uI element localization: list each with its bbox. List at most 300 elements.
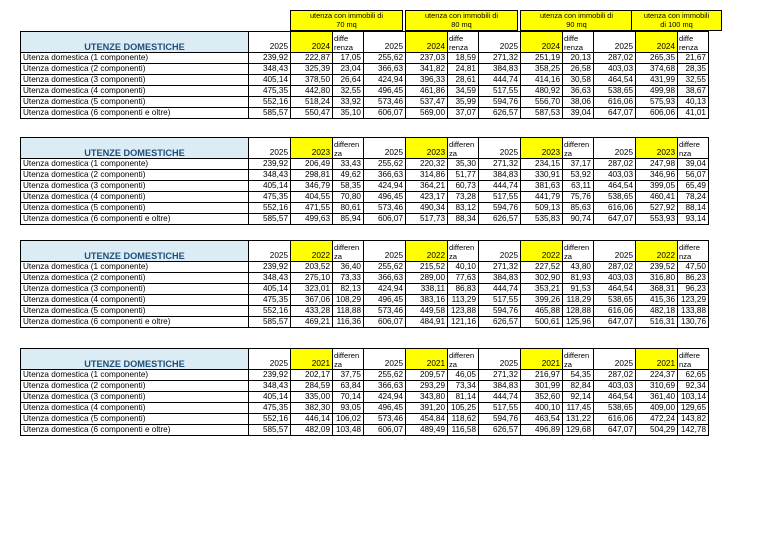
row-label: Utenza domestica (5 componenti)	[21, 414, 249, 425]
value-2025: 585,57	[249, 425, 291, 436]
table-row	[21, 170, 709, 181]
year-previous-header: 2023	[521, 138, 563, 159]
value-difference: 63,84	[333, 381, 364, 392]
value-2025: 594,76	[479, 306, 521, 317]
value-2025: 424,94	[364, 392, 406, 403]
row-label: Utenza domestica (4 componenti)	[21, 295, 249, 306]
header-row	[21, 32, 709, 53]
value-difference: 18,59	[448, 53, 479, 64]
value-2025: 517,55	[479, 295, 521, 306]
value-previous: 247,98	[636, 159, 678, 170]
value-difference: 21,67	[678, 53, 709, 64]
text-line: 80 mq	[451, 20, 472, 29]
value-previous: 463,54	[521, 414, 563, 425]
value-difference: 103,48	[333, 425, 364, 436]
row-label: Utenza domestica (6 componenti e oltre)	[21, 108, 249, 119]
value-2025: 573,46	[364, 203, 406, 214]
difference-header	[563, 349, 594, 370]
value-previous: 216,97	[521, 370, 563, 381]
value-2025: 496,45	[364, 86, 406, 97]
row-label: Utenza domestica (6 componenti e oltre)	[21, 425, 249, 436]
value-previous: 399,26	[521, 295, 563, 306]
year-previous-header: 2024	[406, 32, 448, 53]
value-previous: 352,60	[521, 392, 563, 403]
value-previous: 482,18	[636, 306, 678, 317]
table-row	[21, 75, 709, 86]
text-line: renza	[679, 43, 698, 52]
year-previous-header: 2022	[521, 241, 563, 262]
value-difference: 123,29	[678, 295, 709, 306]
header-row	[21, 349, 709, 370]
value-difference: 70,80	[333, 192, 364, 203]
value-previous: 206,49	[291, 159, 333, 170]
value-previous: 378,50	[291, 75, 333, 86]
value-previous: 414,16	[521, 75, 563, 86]
value-difference: 130,76	[678, 317, 709, 328]
value-2025: 464,54	[594, 75, 636, 86]
value-2025: 573,46	[364, 97, 406, 108]
value-2025: 384,83	[479, 273, 521, 284]
header-row	[21, 138, 709, 159]
text-line: nza	[679, 149, 692, 158]
value-previous: 325,39	[291, 64, 333, 75]
value-2025: 255,62	[364, 370, 406, 381]
difference-header	[333, 349, 364, 370]
text-line: za	[334, 360, 343, 369]
value-difference: 96,23	[678, 284, 709, 295]
difference-header	[678, 32, 709, 53]
value-previous: 550,47	[291, 108, 333, 119]
value-previous: 484,91	[406, 317, 448, 328]
value-previous: 338,11	[406, 284, 448, 295]
value-2025: 239,92	[249, 53, 291, 64]
value-difference: 32,55	[678, 75, 709, 86]
row-label: Utenza domestica (2 componenti)	[21, 273, 249, 284]
year-previous-header: 2024	[636, 32, 678, 53]
year-previous-header: 2024	[521, 32, 563, 53]
value-2025: 475,35	[249, 86, 291, 97]
value-previous: 361,40	[636, 392, 678, 403]
table-title: UTENZE DOMESTICHE	[21, 138, 249, 159]
text-line: za	[449, 149, 458, 158]
value-2025: 255,62	[364, 262, 406, 273]
year-current-header: 2025	[364, 138, 406, 159]
value-difference: 93,14	[678, 214, 709, 225]
value-2025: 255,62	[364, 159, 406, 170]
value-difference: 85,63	[563, 203, 594, 214]
value-2025: 585,57	[249, 108, 291, 119]
year-previous-header: 2024	[291, 32, 333, 53]
value-difference: 129,68	[563, 425, 594, 436]
value-difference: 23,04	[333, 64, 364, 75]
group-header-3	[520, 10, 633, 31]
value-previous: 314,86	[406, 170, 448, 181]
value-difference: 43,80	[563, 262, 594, 273]
value-previous: 391,20	[406, 403, 448, 414]
value-previous: 323,01	[291, 284, 333, 295]
year-current-header: 2025	[594, 349, 636, 370]
value-previous: 472,24	[636, 414, 678, 425]
value-previous: 346,96	[636, 170, 678, 181]
value-previous: 489,49	[406, 425, 448, 436]
value-difference: 26,58	[563, 64, 594, 75]
value-2025: 606,07	[364, 317, 406, 328]
value-difference: 77,63	[448, 273, 479, 284]
value-previous: 399,05	[636, 181, 678, 192]
value-2025: 496,45	[364, 295, 406, 306]
value-previous: 237,03	[406, 53, 448, 64]
difference-header	[678, 349, 709, 370]
value-previous: 353,21	[521, 284, 563, 295]
value-difference: 37,75	[333, 370, 364, 381]
value-2025: 271,32	[479, 53, 521, 64]
row-label: Utenza domestica (6 componenti e oltre)	[21, 317, 249, 328]
text-line: diffe	[564, 34, 579, 43]
row-label: Utenza domestica (5 componenti)	[21, 203, 249, 214]
value-2025: 405,14	[249, 284, 291, 295]
value-2025: 384,83	[479, 170, 521, 181]
value-previous: 433,28	[291, 306, 333, 317]
value-2025: 444,74	[479, 392, 521, 403]
value-previous: 330,91	[521, 170, 563, 181]
value-previous: 215,52	[406, 262, 448, 273]
year-current-header: 2025	[594, 138, 636, 159]
value-2025: 403,03	[594, 170, 636, 181]
value-previous: 471,55	[291, 203, 333, 214]
value-previous: 496,89	[521, 425, 563, 436]
value-previous: 234,15	[521, 159, 563, 170]
value-previous: 275,10	[291, 273, 333, 284]
value-difference: 20,13	[563, 53, 594, 64]
value-2025: 517,55	[479, 86, 521, 97]
value-previous: 310,69	[636, 381, 678, 392]
value-2025: 271,32	[479, 262, 521, 273]
year-current-header: 2025	[594, 32, 636, 53]
value-difference: 40,13	[678, 97, 709, 108]
value-difference: 47,50	[678, 262, 709, 273]
row-label: Utenza domestica (3 componenti)	[21, 181, 249, 192]
value-difference: 40,10	[448, 262, 479, 273]
table-row	[21, 284, 709, 295]
header-row	[21, 241, 709, 262]
value-previous: 509,13	[521, 203, 563, 214]
text-line: za	[564, 360, 573, 369]
value-previous: 537,47	[406, 97, 448, 108]
value-2025: 348,43	[249, 381, 291, 392]
value-2025: 287,02	[594, 159, 636, 170]
value-2025: 616,06	[594, 306, 636, 317]
row-label: Utenza domestica (3 componenti)	[21, 284, 249, 295]
row-label: Utenza domestica (5 componenti)	[21, 306, 249, 317]
value-difference: 73,33	[333, 273, 364, 284]
value-previous: 446,14	[291, 414, 333, 425]
value-difference: 118,62	[448, 414, 479, 425]
table-row	[21, 108, 709, 119]
difference-header	[333, 241, 364, 262]
value-2025: 348,43	[249, 273, 291, 284]
value-difference: 88,34	[448, 214, 479, 225]
value-difference: 51,77	[448, 170, 479, 181]
row-label: Utenza domestica (4 componenti)	[21, 86, 249, 97]
value-2025: 552,16	[249, 97, 291, 108]
value-2025: 606,07	[364, 108, 406, 119]
year-current-header: 2025	[249, 32, 291, 53]
value-previous: 316,80	[636, 273, 678, 284]
text-line: diffe	[449, 34, 464, 43]
value-previous: 368,31	[636, 284, 678, 295]
value-difference: 86,83	[448, 284, 479, 295]
value-previous: 587,53	[521, 108, 563, 119]
value-2025: 475,35	[249, 403, 291, 414]
value-2025: 496,45	[364, 403, 406, 414]
value-previous: 343,80	[406, 392, 448, 403]
value-2025: 626,57	[479, 317, 521, 328]
value-previous: 289,00	[406, 273, 448, 284]
value-previous: 381,63	[521, 181, 563, 192]
value-previous: 415,36	[636, 295, 678, 306]
year-previous-header: 2021	[291, 349, 333, 370]
value-2025: 626,57	[479, 214, 521, 225]
value-2025: 287,02	[594, 370, 636, 381]
value-2025: 538,65	[594, 403, 636, 414]
value-2025: 405,14	[249, 75, 291, 86]
value-difference: 85,94	[333, 214, 364, 225]
value-2025: 366,63	[364, 381, 406, 392]
tariff-table-2021	[20, 348, 709, 436]
value-previous: 482,09	[291, 425, 333, 436]
value-difference: 35,30	[448, 159, 479, 170]
value-difference: 86,23	[678, 273, 709, 284]
value-2025: 424,94	[364, 75, 406, 86]
table-row	[21, 214, 709, 225]
row-label: Utenza domestica (2 componenti)	[21, 64, 249, 75]
value-difference: 24,81	[448, 64, 479, 75]
value-2025: 366,63	[364, 170, 406, 181]
value-difference: 26,64	[333, 75, 364, 86]
table-title: UTENZE DOMESTICHE	[21, 32, 249, 53]
value-difference: 38,06	[563, 97, 594, 108]
text-line: za	[449, 252, 458, 261]
text-line: differe	[679, 243, 700, 252]
value-previous: 423,17	[406, 192, 448, 203]
text-line: za	[564, 149, 573, 158]
difference-header	[448, 138, 479, 159]
value-previous: 302,90	[521, 273, 563, 284]
year-current-header: 2025	[364, 349, 406, 370]
text-line: diffe	[334, 34, 349, 43]
text-line: 90 mq	[566, 20, 587, 29]
text-line: diffe	[679, 34, 694, 43]
value-difference: 78,24	[678, 192, 709, 203]
value-difference: 53,92	[563, 170, 594, 181]
text-line: nza	[679, 252, 692, 261]
value-2025: 405,14	[249, 181, 291, 192]
value-previous: 518,24	[291, 97, 333, 108]
value-previous: 535,83	[521, 214, 563, 225]
value-previous: 442,80	[291, 86, 333, 97]
year-current-header: 2025	[479, 349, 521, 370]
value-2025: 366,63	[364, 64, 406, 75]
row-label: Utenza domestica (4 componenti)	[21, 192, 249, 203]
value-difference: 108,29	[333, 295, 364, 306]
value-previous: 383,16	[406, 295, 448, 306]
value-difference: 30,58	[563, 75, 594, 86]
value-difference: 37,07	[448, 108, 479, 119]
year-current-header: 2025	[594, 241, 636, 262]
value-previous: 227,52	[521, 262, 563, 273]
value-difference: 131,22	[563, 414, 594, 425]
value-difference: 36,63	[563, 86, 594, 97]
value-previous: 490,34	[406, 203, 448, 214]
value-difference: 93,05	[333, 403, 364, 414]
value-2025: 552,16	[249, 203, 291, 214]
text-line: renza	[334, 43, 353, 52]
value-difference: 82,84	[563, 381, 594, 392]
tariff-table-2022	[20, 240, 709, 328]
value-previous: 284,59	[291, 381, 333, 392]
value-previous: 469,21	[291, 317, 333, 328]
difference-header	[563, 32, 594, 53]
value-2025: 403,03	[594, 273, 636, 284]
year-current-header: 2025	[364, 32, 406, 53]
year-previous-header: 2021	[521, 349, 563, 370]
text-line: differen	[449, 243, 475, 252]
value-difference: 39,04	[563, 108, 594, 119]
text-line: renza	[449, 43, 468, 52]
difference-header	[448, 241, 479, 262]
value-previous: 461,86	[406, 86, 448, 97]
value-2025: 424,94	[364, 181, 406, 192]
value-previous: 220,32	[406, 159, 448, 170]
value-difference: 73,34	[448, 381, 479, 392]
value-difference: 113,29	[448, 295, 479, 306]
value-2025: 647,07	[594, 425, 636, 436]
text-line: differen	[334, 351, 360, 360]
text-line: za	[564, 252, 573, 261]
value-2025: 271,32	[479, 370, 521, 381]
difference-header	[678, 138, 709, 159]
value-2025: 594,76	[479, 203, 521, 214]
value-difference: 17,05	[333, 53, 364, 64]
value-2025: 271,32	[479, 159, 521, 170]
difference-header	[678, 241, 709, 262]
value-difference: 49,62	[333, 170, 364, 181]
value-difference: 123,88	[448, 306, 479, 317]
table-row	[21, 392, 709, 403]
value-2025: 552,16	[249, 306, 291, 317]
value-2025: 538,65	[594, 86, 636, 97]
value-difference: 38,67	[678, 86, 709, 97]
value-difference: 63,11	[563, 181, 594, 192]
year-previous-header: 2021	[406, 349, 448, 370]
value-difference: 106,02	[333, 414, 364, 425]
value-2025: 647,07	[594, 108, 636, 119]
table-row	[21, 203, 709, 214]
value-2025: 538,65	[594, 192, 636, 203]
value-previous: 265,35	[636, 53, 678, 64]
value-2025: 585,57	[249, 214, 291, 225]
value-previous: 606,06	[636, 108, 678, 119]
value-2025: 573,46	[364, 414, 406, 425]
value-2025: 384,83	[479, 64, 521, 75]
value-2025: 403,03	[594, 64, 636, 75]
value-2025: 616,06	[594, 414, 636, 425]
value-previous: 203,52	[291, 262, 333, 273]
value-2025: 239,92	[249, 370, 291, 381]
value-previous: 556,70	[521, 97, 563, 108]
value-difference: 39,04	[678, 159, 709, 170]
value-previous: 335,00	[291, 392, 333, 403]
year-current-header: 2025	[249, 138, 291, 159]
text-line: differen	[334, 243, 360, 252]
value-difference: 118,88	[333, 306, 364, 317]
value-difference: 129,65	[678, 403, 709, 414]
value-2025: 348,43	[249, 170, 291, 181]
table-title: UTENZE DOMESTICHE	[21, 241, 249, 262]
value-2025: 616,06	[594, 97, 636, 108]
difference-header	[333, 138, 364, 159]
value-2025: 626,57	[479, 108, 521, 119]
value-previous: 396,33	[406, 75, 448, 86]
value-previous: 404,55	[291, 192, 333, 203]
value-previous: 298,81	[291, 170, 333, 181]
table-row	[21, 262, 709, 273]
value-difference: 142,78	[678, 425, 709, 436]
text-line: utenza con immobili	[643, 11, 710, 20]
value-previous: 346,79	[291, 181, 333, 192]
value-previous: 504,29	[636, 425, 678, 436]
value-2025: 464,54	[594, 284, 636, 295]
table-row	[21, 295, 709, 306]
year-current-header: 2025	[479, 32, 521, 53]
table-row	[21, 181, 709, 192]
difference-header	[333, 32, 364, 53]
table-row	[21, 425, 709, 436]
row-label: Utenza domestica (1 componente)	[21, 159, 249, 170]
value-difference: 32,55	[333, 86, 364, 97]
value-difference: 33,43	[333, 159, 364, 170]
table-row	[21, 159, 709, 170]
value-difference: 75,76	[563, 192, 594, 203]
text-line: utenza con immobili di	[424, 11, 499, 20]
value-2025: 464,54	[594, 181, 636, 192]
value-previous: 382,30	[291, 403, 333, 414]
value-2025: 475,35	[249, 295, 291, 306]
value-2025: 517,55	[479, 192, 521, 203]
row-label: Utenza domestica (4 componenti)	[21, 403, 249, 414]
value-2025: 464,54	[594, 392, 636, 403]
row-label: Utenza domestica (3 componenti)	[21, 75, 249, 86]
text-line: differen	[449, 140, 475, 149]
value-2025: 255,62	[364, 53, 406, 64]
value-2025: 538,65	[594, 295, 636, 306]
value-2025: 403,03	[594, 381, 636, 392]
tariff-table-2024	[20, 31, 709, 119]
difference-header	[563, 241, 594, 262]
row-label: Utenza domestica (5 componenti)	[21, 97, 249, 108]
group-header-1	[290, 10, 403, 31]
row-label: Utenza domestica (1 componente)	[21, 370, 249, 381]
value-difference: 54,35	[563, 370, 594, 381]
value-2025: 444,74	[479, 181, 521, 192]
value-2025: 366,63	[364, 273, 406, 284]
value-previous: 465,88	[521, 306, 563, 317]
value-difference: 82,13	[333, 284, 364, 295]
value-difference: 121,16	[448, 317, 479, 328]
value-difference: 91,53	[563, 284, 594, 295]
value-difference: 117,45	[563, 403, 594, 414]
value-difference: 60,73	[448, 181, 479, 192]
